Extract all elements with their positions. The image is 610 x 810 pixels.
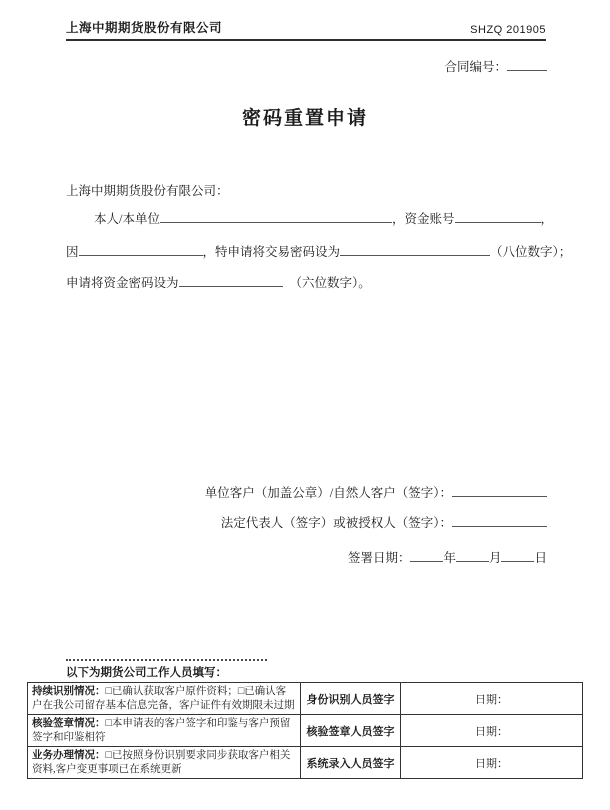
body-line-trade-password — [66, 242, 571, 260]
document-code: SHZQ 201905 — [470, 24, 546, 36]
seal-check-text: □本申请表的客户签字和印鉴与客户预留签字和印鉴相符 — [32, 718, 291, 743]
processing-signer-label: 系统录入人员签字 — [300, 746, 400, 778]
form-title: 密码重置申请 — [241, 108, 368, 129]
client-signature-blank — [452, 484, 547, 498]
seal-check-signer-label: 核验签章人员签字 — [300, 714, 400, 746]
contract-number-line — [444, 57, 547, 75]
processing-date-label: 日期： — [400, 746, 582, 778]
day-label: 日 — [534, 551, 547, 565]
body-line-fund-password — [66, 273, 371, 291]
contract-number-label: 合同编号： — [444, 60, 507, 74]
line1-comma: ， — [540, 212, 554, 226]
processing-label: 业务办理情况： — [32, 749, 106, 761]
body-line-applicant — [66, 209, 553, 227]
year-label: 年 — [443, 551, 456, 565]
day-blank — [501, 549, 534, 563]
fund-account-label: ，资金账号 — [391, 212, 455, 226]
identification-date-label: 日期： — [400, 683, 582, 714]
staff-table — [27, 682, 583, 779]
identification-desc — [28, 683, 300, 714]
fund-password-note: （六位数字）。 — [289, 276, 371, 290]
legal-rep-signature-line — [221, 513, 547, 531]
page-header — [66, 18, 546, 41]
trade-password-blank — [340, 243, 490, 257]
processing-text: □已按照身份识别要求同步获取客户相关资料,客户变更事项已在系统更新 — [32, 750, 291, 775]
legal-rep-signature-label: 法定代表人（签字）或被授权人（签字）： — [220, 516, 452, 530]
company-name: 上海中期期货股份有限公司 — [66, 21, 223, 35]
seal-check-label: 核验签章情况： — [32, 717, 106, 729]
reason-blank — [79, 243, 203, 257]
identification-signer-label: 身份识别人员签字 — [300, 683, 400, 714]
trade-password-label: ，特申请将交易密码设为 — [202, 245, 341, 259]
contract-number-blank — [507, 58, 547, 72]
sign-date-label: 签署日期： — [347, 551, 411, 565]
identification-label: 持续识别情况： — [32, 685, 106, 697]
legal-rep-signature-blank — [452, 514, 547, 528]
applicant-label: 本人/本单位 — [94, 212, 160, 226]
seal-check-desc — [28, 715, 300, 746]
trade-password-note: （八位数字）； — [490, 245, 572, 259]
seal-check-date-label: 日期： — [400, 714, 582, 746]
year-blank — [410, 549, 443, 563]
processing-desc — [28, 747, 300, 778]
fund-password-label: 申请将资金密码设为 — [66, 276, 179, 290]
month-label: 月 — [488, 551, 502, 565]
reason-label: 因 — [66, 245, 79, 259]
table-cell-identification-desc — [28, 683, 300, 714]
fund-password-blank — [179, 274, 283, 288]
fund-account-blank — [455, 210, 541, 224]
client-signature-line — [205, 483, 547, 501]
salutation: 上海中期期货股份有限公司： — [66, 184, 229, 198]
identification-text: □已确认获取客户原件资料；□已确认客户在我公司留存基本信息完备，客户证件有效期限未过期 — [32, 686, 295, 711]
sign-date-line — [348, 548, 547, 566]
applicant-name-blank — [160, 210, 392, 224]
dotted-divider — [66, 651, 267, 661]
month-blank — [456, 549, 489, 563]
client-signature-label: 单位客户（加盖公章）/自然人客户（签字）： — [204, 486, 452, 500]
table-cell-seal-check-desc — [28, 714, 300, 746]
staff-section-note: 以下为期货公司工作人员填写： — [66, 667, 227, 679]
table-cell-processing-desc — [28, 746, 300, 778]
